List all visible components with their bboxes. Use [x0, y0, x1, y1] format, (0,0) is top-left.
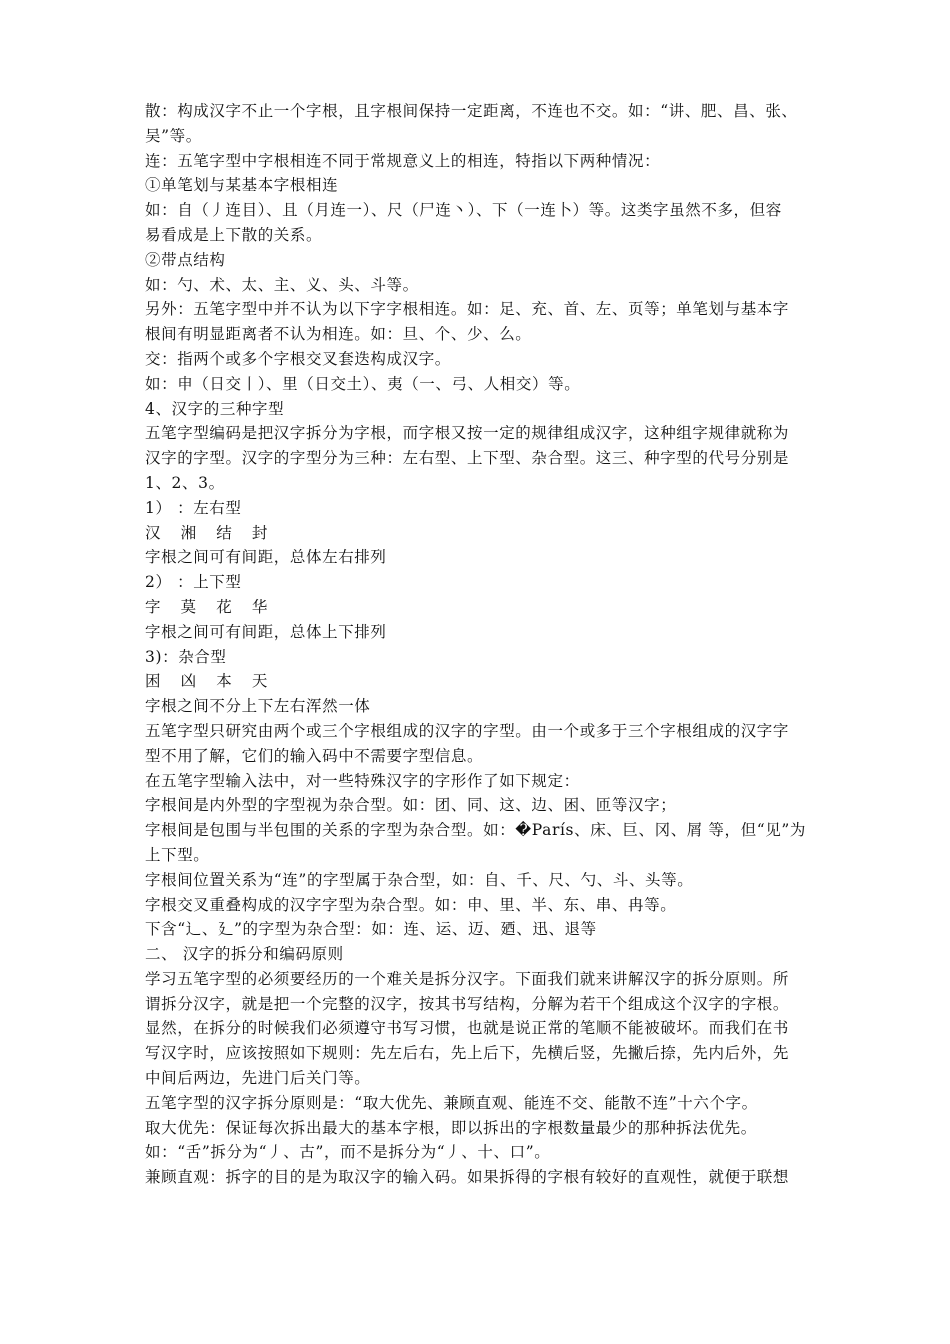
- text-line: 连：五笔字型中字根相连不同于常规意义上的相连，特指以下两种情况：: [145, 151, 661, 170]
- document-page: [145, 99, 825, 1190]
- list-item-heading: 3)：杂合型: [145, 647, 227, 666]
- text-line: 如：勺、术、太、主、义、头、斗等。: [145, 275, 419, 294]
- text-line: 字根间是内外型的字型视为杂合型。如：团、同、这、边、困、匝等汉字；: [145, 796, 677, 815]
- text-line: 型不用了解，它们的输入码中不需要字型信息。: [145, 746, 484, 765]
- example-characters: 困 凶 本 天: [145, 672, 268, 691]
- text-line: 另外：五笔字型中并不认为以下字字根相连。如：足、充、首、左、页等；单笔划与基本字: [145, 300, 790, 319]
- example-characters: 字 莫 花 华: [145, 597, 268, 616]
- list-item-heading: 1） ：左右型: [145, 498, 242, 517]
- text-line: 汉字的字型。汉字的字型分为三种：左右型、上下型、杂合型。这三、种字型的代号分别是: [145, 449, 790, 468]
- text-line: 易看成是上下散的关系。: [145, 225, 323, 244]
- text-line: 写汉字时，应该按照如下规则：先左后右，先上后下，先横后竖，先撇后捺，先内后外，先: [145, 1044, 790, 1063]
- text-line: 取大优先：保证每次拆出最大的基本字根，即以拆出的字根数量最少的那种拆法优先。: [145, 1118, 757, 1137]
- text-line: 上下型。: [145, 845, 210, 864]
- text-line: 字根间是包围与半包围的关系的字型为杂合型。如：�París、床、巨、冈、屑 等，但“见”为: [145, 821, 806, 840]
- text-line: 谓拆分汉字，就是把一个完整的汉字，按其书写结构，分解为若干个组成这个汉字的字根。: [145, 994, 790, 1013]
- text-line: 下含“辶、廴”的字型为杂合型：如：连、运、迈、廼、迅、退等: [145, 920, 597, 939]
- text-line: ②带点结构: [145, 250, 226, 269]
- text-line: 在五笔字型输入法中，对一些特殊汉字的字形作了如下规定：: [145, 771, 580, 790]
- text-line: 五笔字型编码是把汉字拆分为字根，而字根又按一定的规律组成汉字，这种组字规律就称为: [145, 424, 790, 443]
- text-line: 如：申（日交丨）、里（日交土）、夷（一、弓、人相交）等。: [145, 374, 581, 393]
- text-line: 字根交叉重叠构成的汉字字型为杂合型。如：申、里、半、东、串、冉等。: [145, 895, 677, 914]
- text-line: 兼顾直观：拆字的目的是为取汉字的输入码。如果拆得的字根有较好的直观性，就便于联想: [145, 1168, 790, 1187]
- text-line: 五笔字型的汉字拆分原则是：“取大优先、兼顾直观、能连不交、能散不连”十六个字。: [145, 1093, 758, 1112]
- text-line: 如：自（丿连目）、且（月连一）、尺（尸连丶）、下（一连卜）等。这类字虽然不多，但容: [145, 201, 782, 220]
- text-line: 如：“舌”拆分为“丿、古”，而不是拆分为“丿、十、口”。: [145, 1143, 551, 1162]
- text-line: 根间有明显距离者不认为相连。如：旦、个、少、么。: [145, 325, 532, 344]
- text-line: 中间后两边，先进门后关门等。: [145, 1069, 371, 1088]
- list-item-heading: 2） ：上下型: [145, 573, 242, 592]
- text-line: 字根之间不分上下左右浑然一体: [145, 697, 371, 716]
- section-heading: 4、汉字的三种字型: [145, 399, 285, 418]
- text-line: 散：构成汉字不止一个字根，且字根间保持一定距离，不连也不交。如：“讲、肥、昌、张、: [145, 102, 798, 120]
- text-line: 字根之间可有间距，总体左右排列: [145, 548, 387, 567]
- text-line: 学习五笔字型的必须要经历的一个难关是拆分汉字。下面我们就来讲解汉字的拆分原则。所: [145, 969, 790, 988]
- example-characters: 汉 湘 结 封: [145, 523, 268, 542]
- text-line: 1、2、3。: [145, 473, 225, 492]
- text-line: 显然，在拆分的时候我们必须遵守书写习惯，也就是说正常的笔顺不能被破坏。而我们在书: [145, 1019, 790, 1038]
- text-line: 五笔字型只研究由两个或三个字根组成的汉字的字型。由一个或多于三个字根组成的汉字字: [145, 721, 790, 740]
- text-line: 吴”等。: [145, 126, 202, 145]
- text-line: ①单笔划与某基本字根相连: [145, 176, 339, 195]
- text-line: 字根间位置关系为“连”的字型属于杂合型，如：自、千、尺、勺、斗、头等。: [145, 870, 694, 889]
- section-heading: 二、 汉字的拆分和编码原则: [145, 945, 344, 964]
- text-line: 交：指两个或多个字根交叉套迭构成汉字。: [145, 349, 451, 368]
- text-line: 字根之间可有间距，总体上下排列: [145, 622, 387, 641]
